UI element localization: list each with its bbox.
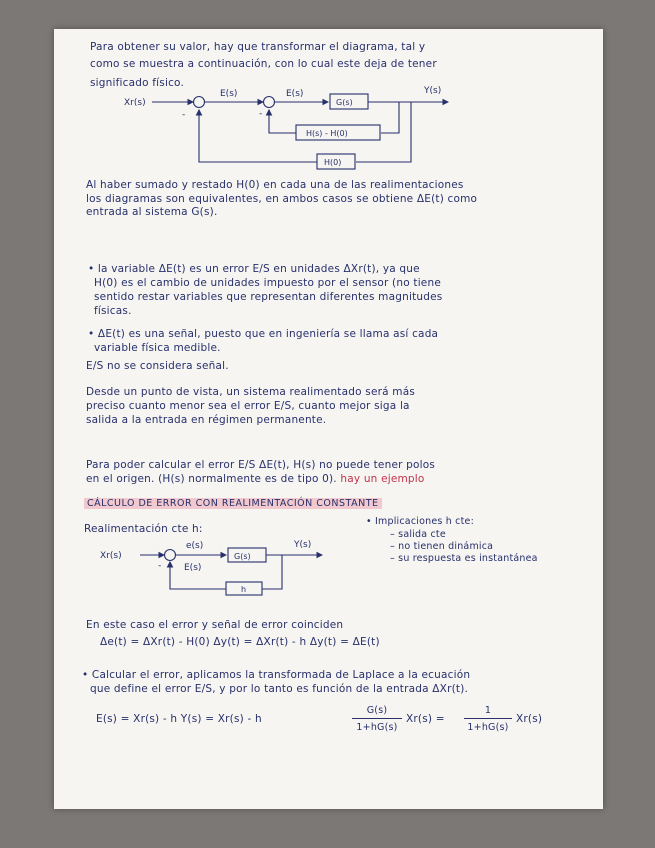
equation-2-frac1-bar	[352, 718, 402, 719]
para1-line-3: entrada al sistema G(s).	[86, 206, 218, 218]
d2-h-block: h	[241, 585, 247, 594]
equation-2-frac1-num: G(s)	[366, 705, 388, 716]
bullet3-line-2: que define el error E/S, y por lo tanto es función de la entrada ΔXr(t).	[90, 683, 469, 695]
para3-line-1: Para poder calcular el error E/S ΔE(t), H(s) no puede tener polos	[86, 459, 436, 471]
bullet1-line-3: sentido restar variables que representan diferentes magnitudes	[94, 291, 443, 303]
d2-e-below-label: E(s)	[184, 563, 202, 573]
equation-2-lhs: E(s) = Xr(s) - h Y(s) = Xr(s) - h	[96, 713, 262, 725]
d2-e-label: e(s)	[186, 541, 204, 551]
implications-title: • Implicaciones h cte:	[366, 516, 474, 527]
equation-2-frac1-den: 1+hG(s)	[356, 722, 398, 733]
d2-input-label: Xr(s)	[100, 551, 122, 561]
intro-line-3: significado físico.	[90, 77, 185, 89]
para4-line: En este caso el error y señal de error coinciden	[86, 619, 344, 631]
block-diagram-2	[54, 29, 603, 629]
para2-line-1: Desde un punto de vista, un sistema realimentado será más	[86, 386, 416, 398]
implication-3: – su respuesta es instantánea	[390, 553, 538, 564]
equation-2-frac2-num: 1	[484, 705, 492, 716]
equation-1: Δe(t) = ΔXr(t) - H(0) Δy(t) = ΔXr(t) - h Δy(t) = ΔE(t)	[100, 636, 380, 648]
intro-line-2: como se muestra a continuación, con lo cual este deja de tener	[90, 58, 437, 70]
notebook-page	[54, 29, 603, 809]
d1-error1-label: E(s)	[220, 89, 238, 99]
equation-2-mid: Xr(s) =	[406, 713, 445, 725]
d1-error2-label: E(s)	[286, 89, 304, 99]
d1-minus-1: -	[182, 110, 186, 120]
d2-output-label: Y(s)	[294, 540, 312, 550]
bullet2-line-1: • ΔE(t) es una señal, puesto que en ingeniería se llama así cada	[88, 328, 439, 340]
section-title-text: CÁLCULO DE ERROR CON REALIMENTACIÓN CONSTANTE	[84, 498, 382, 509]
implication-2: – no tienen dinámica	[390, 541, 494, 552]
d2-minus: -	[158, 561, 162, 571]
para2-line-2: preciso cuanto menor sea el error E/S, cuanto mejor siga la	[86, 400, 410, 412]
d1-input-label: Xr(s)	[124, 98, 146, 108]
equation-2-rhs: Xr(s)	[516, 713, 543, 725]
para3-red-note: hay un ejemplo	[340, 473, 425, 485]
bullet1-line-2: H(0) es el cambio de unidades impuesto por el sensor (no tiene	[94, 277, 441, 289]
bullet1-line-4: físicas.	[94, 305, 132, 317]
equation-2-frac2-den: 1+hG(s)	[467, 722, 509, 733]
bullet3-line-1: • Calcular el error, aplicamos la transformada de Laplace a la ecuación	[82, 669, 471, 681]
d1-output-label: Y(s)	[424, 86, 442, 96]
d1-h0-block: H(0)	[324, 158, 342, 167]
para1-line-2: los diagramas son equivalentes, en ambos casos se obtiene ΔE(t) como	[86, 193, 478, 205]
intro-line-1: Para obtener su valor, hay que transformar el diagrama, tal y	[90, 41, 426, 53]
equation-2-frac2-bar	[464, 718, 512, 719]
d1-g-block: G(s)	[336, 98, 353, 107]
bullet2-line-2: variable física medible.	[94, 342, 221, 354]
implication-1: – salida cte	[390, 529, 446, 540]
d2-g-block: G(s)	[234, 552, 251, 561]
note-line: E/S no se considera señal.	[86, 360, 229, 372]
para3-line-2-text: en el origen. (H(s) normalmente es de tipo 0).	[86, 473, 337, 485]
d1-h-diff-block: H(s) - H(0)	[306, 129, 348, 138]
bullet1-line-1: • la variable ΔE(t) es un error E/S en unidades ΔXr(t), ya que	[88, 263, 420, 275]
para2-line-3: salida a la entrada en régimen permanente.	[86, 414, 327, 426]
para1-line-1: Al haber sumado y restado H(0) en cada una de las realimentaciones	[86, 179, 464, 191]
d1-minus-2: -	[259, 109, 263, 119]
realimentacion-label: Realimentación cte h:	[84, 523, 203, 535]
